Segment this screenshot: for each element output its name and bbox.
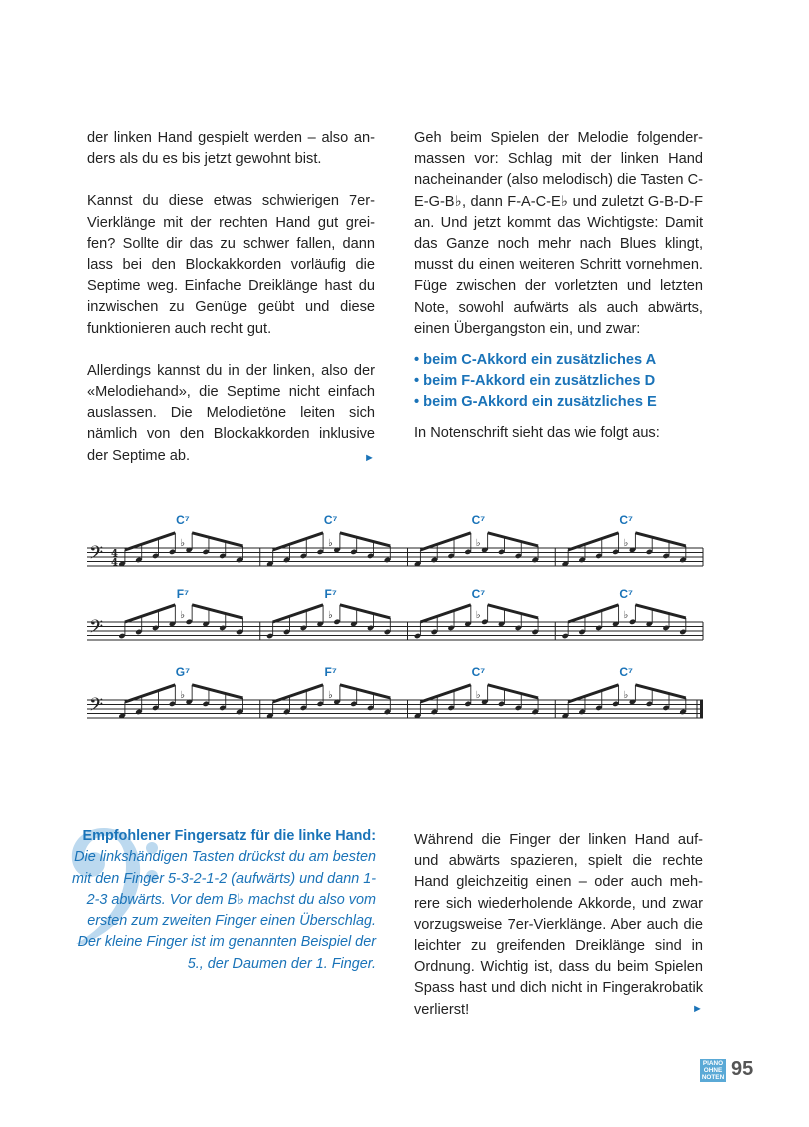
note-beam [488, 685, 538, 698]
chord-symbol: C⁷ [619, 587, 633, 601]
left-column [87, 128, 375, 467]
logo-line: NOTEN [701, 1074, 725, 1081]
note-beam [125, 533, 175, 550]
note-beam [125, 605, 175, 622]
chord-symbol: C⁷ [619, 665, 633, 679]
paragraph: Kannst du diese etwas schwierigen 7er-Vierklänge mit der rechten Hand gut greifen? Sollte dir das zu schwer fallen, dann lass bei den Blockakkorden vorläufig die Septime weg. Einfache Dreiklänge hast du inzwischen zu Genüge geübt und diese funktionieren auch recht gut. [87, 193, 375, 337]
chord-symbol: C⁷ [471, 587, 486, 601]
paragraph: Geh beim Spielen der Melodie folgendermassen vor: Schlag mit der linken Hand nacheinander (also melodisch) die Tasten C-E-G-B♭, dann F-A-C-E♭ und zuletzt G-B-D-F an. Und jetzt kommt das Wichtigste: Damit das Ganze noch mehr nach Blues klingt, musst du einen weiteren Schritt vornehmen. Füge zwischen der vorletzten und letzten Note, sowohl aufwärts als auch abwärts, einen Übergangston ein, und zwar: [414, 130, 703, 337]
note-beam [192, 685, 242, 698]
time-signature-bottom: 4 [111, 557, 118, 569]
chord-symbol: C⁷ [471, 513, 486, 527]
note-beam [635, 605, 685, 618]
chord-symbol: C⁷ [619, 513, 633, 527]
chord-symbol: F⁷ [324, 587, 337, 601]
note-beam [420, 605, 470, 622]
flat-sign: ♭ [180, 537, 185, 549]
flat-sign: ♭ [623, 537, 629, 549]
flat-sign: ♭ [623, 609, 629, 621]
chord-symbol: G⁷ [175, 665, 191, 679]
paragraph: Während die Finger der linken Hand auf- und abwärts spazieren, spielt die rechte Hand gleichzeitig einen – oder auch mehrere sich wiederholende Akkorde, und zwar vorzugsweise 7er-Vierklänge. Aber auch die leichter zu greifenden Dreiklänge sind in Ordnung. Wichtig ist, dass du beim Spielen Spass hast und dich nicht in Fingerakrobatik verlierst! [414, 832, 703, 1018]
logo-line: OHNE [703, 1067, 723, 1074]
continue-arrow-icon: ► [692, 1003, 703, 1015]
note-beam [273, 605, 323, 622]
flat-sign: ♭ [475, 537, 481, 549]
tip-title: Empfohlener Fingersatz für die linke Hand: [82, 828, 376, 844]
note-beam [635, 533, 685, 546]
note-beam [568, 605, 618, 622]
note-beam [420, 533, 470, 550]
music-score [0, 505, 809, 755]
flat-sign: ♭ [327, 689, 333, 701]
chord-symbol: C⁷ [323, 513, 338, 527]
page-number: 95 [731, 1058, 754, 1080]
continue-arrow-icon: ► [364, 452, 375, 464]
bullet-item: • beim C-Akkord ein zusätzliches A [414, 350, 703, 371]
score-svg [0, 505, 809, 755]
flat-sign: ♭ [623, 689, 629, 701]
tip-text [68, 826, 376, 975]
bass-clef-icon: 𝄢 [89, 543, 104, 568]
note-beam [568, 685, 618, 702]
note-beam [340, 533, 390, 546]
bullet-list [414, 350, 703, 413]
note-beam [488, 533, 538, 546]
chord-symbol: C⁷ [176, 513, 190, 527]
time-signature-top: 4 [111, 548, 118, 560]
flat-sign: ♭ [475, 609, 481, 621]
note-beam [420, 685, 470, 702]
flat-sign: ♭ [475, 689, 481, 701]
fingering-tip [68, 826, 380, 1026]
paragraph: In Notenschrift sieht das wie folgt aus: [414, 425, 660, 442]
right-column [414, 128, 703, 444]
bass-clef-icon: 𝄢 [89, 695, 104, 720]
chord-symbol: F⁷ [324, 665, 337, 679]
paragraph: der linken Hand gespielt werden – also anders als du es bis jetzt gewohnt bist. [87, 130, 375, 168]
logo-line: PIANO [702, 1060, 724, 1067]
note-beam [273, 685, 323, 702]
paragraph: Allerdings kannst du in der linken, also der «Melodiehand», die Septime nicht einfach auslassen. Die Melodietöne leiten sich nämlich von den Blockakkorden inklusive der Septime ab. [87, 362, 375, 464]
flat-sign: ♭ [180, 609, 185, 621]
book-logo [700, 1059, 726, 1082]
chord-symbol: F⁷ [176, 587, 190, 601]
note-beam [125, 685, 175, 702]
note-beam [568, 533, 618, 550]
bullet-item: • beim F-Akkord ein zusätzliches D [414, 371, 703, 392]
bass-clef-icon: 𝄢 [89, 617, 104, 642]
flat-sign: ♭ [180, 689, 185, 701]
tip-body: Die linkshändigen Tasten drückst du am besten mit den Finger 5-3-2-1-2 (aufwärts) und dann 1-2-3 abwärts. Vor dem B♭ machst du also vom ersten zum zweiten Finger einen Überschlag. Der kleine Finger ist im genannten Beispiel der 5., der Daumen der 1. Finger. [72, 849, 376, 972]
note-beam [192, 605, 242, 618]
note-beam [273, 533, 323, 550]
note-beam [192, 533, 242, 546]
note-beam [488, 605, 538, 618]
chord-symbol: C⁷ [471, 665, 486, 679]
bottom-right-column [414, 830, 703, 1021]
note-beam [340, 685, 390, 698]
note-beam [635, 685, 685, 698]
bullet-item: • beim G-Akkord ein zusätzliches E [414, 392, 703, 413]
flat-sign: ♭ [327, 609, 333, 621]
flat-sign: ♭ [327, 537, 333, 549]
note-beam [340, 605, 390, 618]
